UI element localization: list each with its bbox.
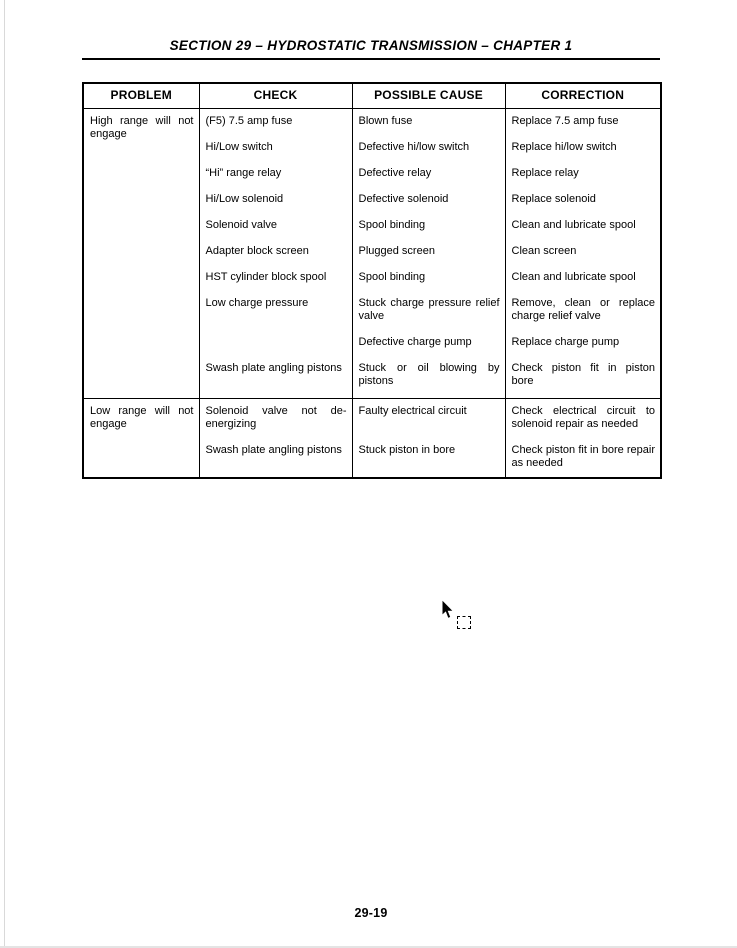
cause-cell: Stuck charge pressure relief valve <box>352 291 505 330</box>
cause-cell: Defective relay <box>352 161 505 187</box>
column-header-check: CHECK <box>199 83 352 109</box>
dashed-marquee-icon <box>457 616 471 629</box>
cause-cell: Defective solenoid <box>352 187 505 213</box>
correction-cell: Remove, clean or replace charge relief valve <box>505 291 661 330</box>
correction-cell: Replace charge pump <box>505 330 661 356</box>
correction-cell: Clean screen <box>505 239 661 265</box>
check-cell: Swash plate angling pistons <box>199 438 352 478</box>
correction-cell: Replace relay <box>505 161 661 187</box>
table-row <box>83 399 661 439</box>
check-cell: Low charge pressure <box>199 291 352 330</box>
check-cell: Hi/Low switch <box>199 135 352 161</box>
section-header-title: SECTION 29 – HYDROSTATIC TRANSMISSION – CHAPTER 1 <box>169 38 573 53</box>
cause-cell: Stuck piston in bore <box>352 438 505 478</box>
arrow-pointer-icon <box>441 599 457 621</box>
page-number: 29-19 <box>354 906 388 920</box>
check-cell <box>199 330 352 356</box>
troubleshooting-table <box>82 82 662 479</box>
cause-cell: Defective charge pump <box>352 330 505 356</box>
mouse-cursor <box>441 599 477 635</box>
check-cell: HST cylinder block spool <box>199 265 352 291</box>
cause-cell: Blown fuse <box>352 109 505 136</box>
correction-cell: Replace solenoid <box>505 187 661 213</box>
cause-cell: Faulty electrical circuit <box>352 399 505 439</box>
correction-cell: Check piston fit in piston bore <box>505 356 661 399</box>
column-header-correction: CORRECTION <box>505 83 661 109</box>
check-cell: Swash plate angling pistons <box>199 356 352 399</box>
table-header-row <box>83 83 661 109</box>
check-cell: Hi/Low solenoid <box>199 187 352 213</box>
cause-cell: Defective hi/low switch <box>352 135 505 161</box>
cause-cell: Spool binding <box>352 213 505 239</box>
table-row <box>83 109 661 136</box>
header-rule <box>82 58 660 60</box>
check-cell: (F5) 7.5 amp fuse <box>199 109 352 136</box>
cause-cell: Plugged screen <box>352 239 505 265</box>
problem-cell: High range will not engage <box>83 109 199 399</box>
cause-cell: Spool binding <box>352 265 505 291</box>
cause-cell: Stuck or oil blowing by pistons <box>352 356 505 399</box>
correction-cell: Check piston fit in bore repair as needed <box>505 438 661 478</box>
problem-cell: Low range will not engage <box>83 399 199 479</box>
correction-cell: Clean and lubricate spool <box>505 213 661 239</box>
correction-cell: Replace hi/low switch <box>505 135 661 161</box>
column-header-possible-cause: POSSIBLE CAUSE <box>352 83 505 109</box>
correction-cell: Replace 7.5 amp fuse <box>505 109 661 136</box>
check-cell: Solenoid valve <box>199 213 352 239</box>
column-header-problem: PROBLEM <box>83 83 199 109</box>
check-cell: “Hi” range relay <box>199 161 352 187</box>
correction-cell: Clean and lubricate spool <box>505 265 661 291</box>
check-cell: Solenoid valve not de-energizing <box>199 399 352 439</box>
check-cell: Adapter block screen <box>199 239 352 265</box>
correction-cell: Check electrical circuit to solenoid repair as needed <box>505 399 661 439</box>
page-edge-line <box>4 0 5 948</box>
